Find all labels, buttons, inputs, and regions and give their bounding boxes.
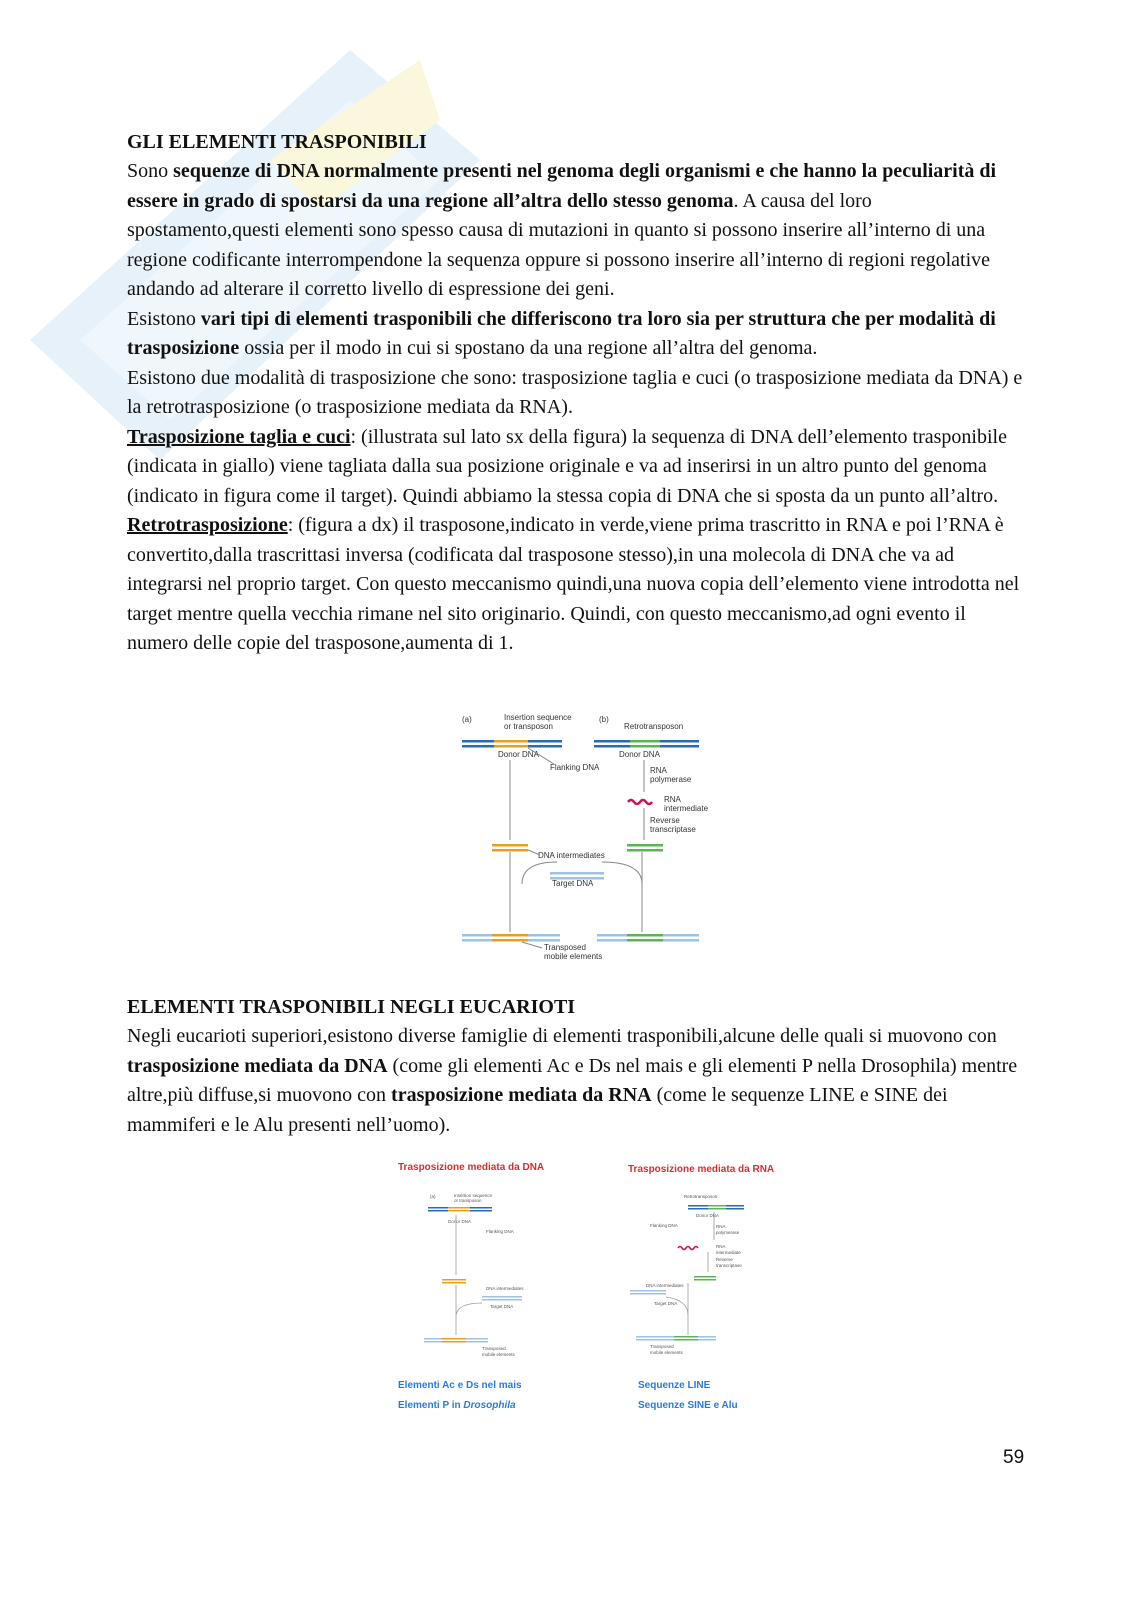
mini-dna-int-left: DNA intermediates (486, 1286, 524, 1291)
mini-retro: Retrotransposon (684, 1194, 718, 1199)
label-rna-polymerase-1: RNA (650, 766, 667, 775)
fig2-left-note-1: Elementi Ac e Ds nel mais (398, 1380, 522, 1391)
label-dna-intermediates: DNA intermediates (538, 851, 605, 860)
mini-mobile-left: mobile elements (482, 1352, 515, 1357)
mini-diagram-left (424, 1207, 522, 1343)
label-reverse-2: transcriptase (650, 825, 696, 834)
section-eukaryotes (127, 993, 1027, 1140)
paragraph-modes: Esistono due modalità di trasposizione che sono: trasposizione taglia e cuci (o trasposizione mediata da DNA) e la retrotrasposizione (o trasposizione mediata da RNA). (127, 366, 1023, 418)
fig2-title-left: Trasposizione mediata da DNA (398, 1162, 545, 1173)
mini-rna-2: RNA (716, 1244, 726, 1249)
label-retrotransposon: Retrotransposon (624, 722, 684, 731)
transposed-right (597, 934, 699, 942)
label-rna-intermediate-1: RNA (664, 795, 681, 804)
label-rna-polymerase-2: polymerase (650, 775, 692, 784)
label-insertion-1: Insertion sequence (504, 713, 572, 722)
mini-a: (a) (430, 1194, 436, 1199)
mini-donor-left: Donor DNA (448, 1219, 472, 1224)
figure-eukaryote-transposition (398, 1160, 798, 1430)
fig2-title-right: Trasposizione mediata da RNA (628, 1164, 775, 1175)
label-transposed-2: mobile elements (544, 952, 603, 961)
section-transposable-elements (127, 128, 1027, 659)
label-reverse-1: Reverse (650, 816, 680, 825)
mini-transposed-right: Transposed (650, 1344, 674, 1349)
mini-target-right: Target DNA (654, 1301, 678, 1306)
dna-intermediate-left (492, 844, 528, 852)
label-flanking-dna: Flanking DNA (550, 763, 600, 772)
label-insertion-2: or transposon (504, 722, 553, 731)
label-target-dna: Target DNA (552, 879, 594, 888)
paragraph-retrotransposition: Retrotrasposizione: (figura a dx) il trasposone,indicato in verde,viene prima trascritto in RNA e poi l’RNA è convertito,dalla trascrittasi inversa (codificata dal trasposone stesso),in una molecola di DNA che va ad integrarsi nel proprio target. Con questo meccanismo quindi,una nuova copia dell’elemento viene introdotta nel target mentre quella vecchia rimane nel sito originario. Quindi, con questo meccanismo,ad ogni evento il numero delle copie del trasposone,aumenta di 1. (127, 514, 1020, 654)
section-title-eukaryotes: ELEMENTI TRASPONIBILI NEGLI EUCARIOTI (127, 996, 576, 1018)
label-transposed-1: Transposed (544, 943, 586, 952)
paragraph-cut-paste: Trasposizione taglia e cuci: (illustrata sul lato sx della figura) la sequenza di DNA dell’elemento trasponibile (indicata in giallo) viene tagliata dalla sua posizione originale e va ad inserirsi in un altro punto del genoma (indicato in figura come il target). Quindi abbiamo la stessa copia di DNA che si sposta da un punto all’altro. (127, 425, 1007, 507)
mini-diagram-right (630, 1205, 744, 1341)
fig2-right-note-1: Sequenze LINE (638, 1380, 711, 1391)
mini-flanking-right: Flanking DNA (650, 1223, 678, 1228)
donor-dna-right (594, 740, 699, 748)
label-donor-dna-right: Donor DNA (619, 750, 660, 759)
mini-poly: polymerase (716, 1230, 740, 1235)
mini-rna: RNA (716, 1224, 726, 1229)
mini-rna-int: intermediate (716, 1250, 741, 1255)
paragraph-intro: Sono sequenze di DNA normalmente presenti nel genoma degli organismi e che hanno la peculiarità di essere in grado di spostarsi da una regione all’altra dello stesso genoma. A causa del loro spostamento,questi elementi sono spesso causa di mutazioni in quanto si possono inserire all’interno di una regione codificante interrompendone la sequenza oppure si possono inserire all’interno di regioni regolative andando ad alterare il corretto livello di espressione dei geni. (127, 160, 997, 300)
mini-transposed-left: Transposed (482, 1346, 506, 1351)
mini-reverse: Reverse (716, 1257, 733, 1262)
donor-dna-left (462, 740, 562, 748)
figure-transposition-diagram (462, 712, 762, 967)
label-rna-intermediate-2: intermediate (664, 804, 709, 813)
mini-flanking-left: Flanking DNA (486, 1229, 514, 1234)
mini-transcriptase: transcriptase (716, 1263, 742, 1268)
mini-transposon: or transposon (454, 1198, 482, 1203)
mini-dna-int-right: DNA intermediates (646, 1283, 684, 1288)
paragraph-eukaryotes: Negli eucarioti superiori,esistono diverse famiglie di elementi trasponibili,alcune delle quali si muovono con trasposizione mediata da DNA (come gli elementi Ac e Ds nel mais e gli elementi P nella Drosophila) mentre altre,più diffuse,si muovono con trasposizione mediata da RNA (come le sequenze LINE e SINE dei mammiferi e le Alu presenti nell’uomo). (127, 1025, 1018, 1136)
fig2-left-note-2: Elementi P in Drosophila (398, 1400, 516, 1411)
mini-donor-right: Donor DNA (696, 1213, 720, 1218)
label-donor-dna-left: Donor DNA (498, 750, 539, 759)
rna-intermediate-wave (628, 800, 652, 804)
panel-b-label: (b) (599, 715, 609, 724)
mini-insertion: Insertion sequence (454, 1193, 493, 1198)
dna-intermediate-right (627, 844, 663, 852)
target-dna (550, 872, 604, 880)
mini-mobile-right: mobile elements (650, 1350, 683, 1355)
paragraph-types: Esistono vari tipi di elementi trasponibili che differiscono tra loro sia per struttura che per modalità di trasposizione ossia per il modo in cui si spostano da una regione all’altra del genoma. (127, 307, 996, 359)
page-number: 59 (1003, 1447, 1025, 1468)
transposed-left (462, 934, 560, 942)
mini-target-left: Target DNA (490, 1304, 514, 1309)
panel-a-label: (a) (462, 715, 472, 724)
section-title: GLI ELEMENTI TRASPONIBILI (127, 131, 427, 153)
fig2-right-note-2: Sequenze SINE e Alu (638, 1400, 738, 1411)
